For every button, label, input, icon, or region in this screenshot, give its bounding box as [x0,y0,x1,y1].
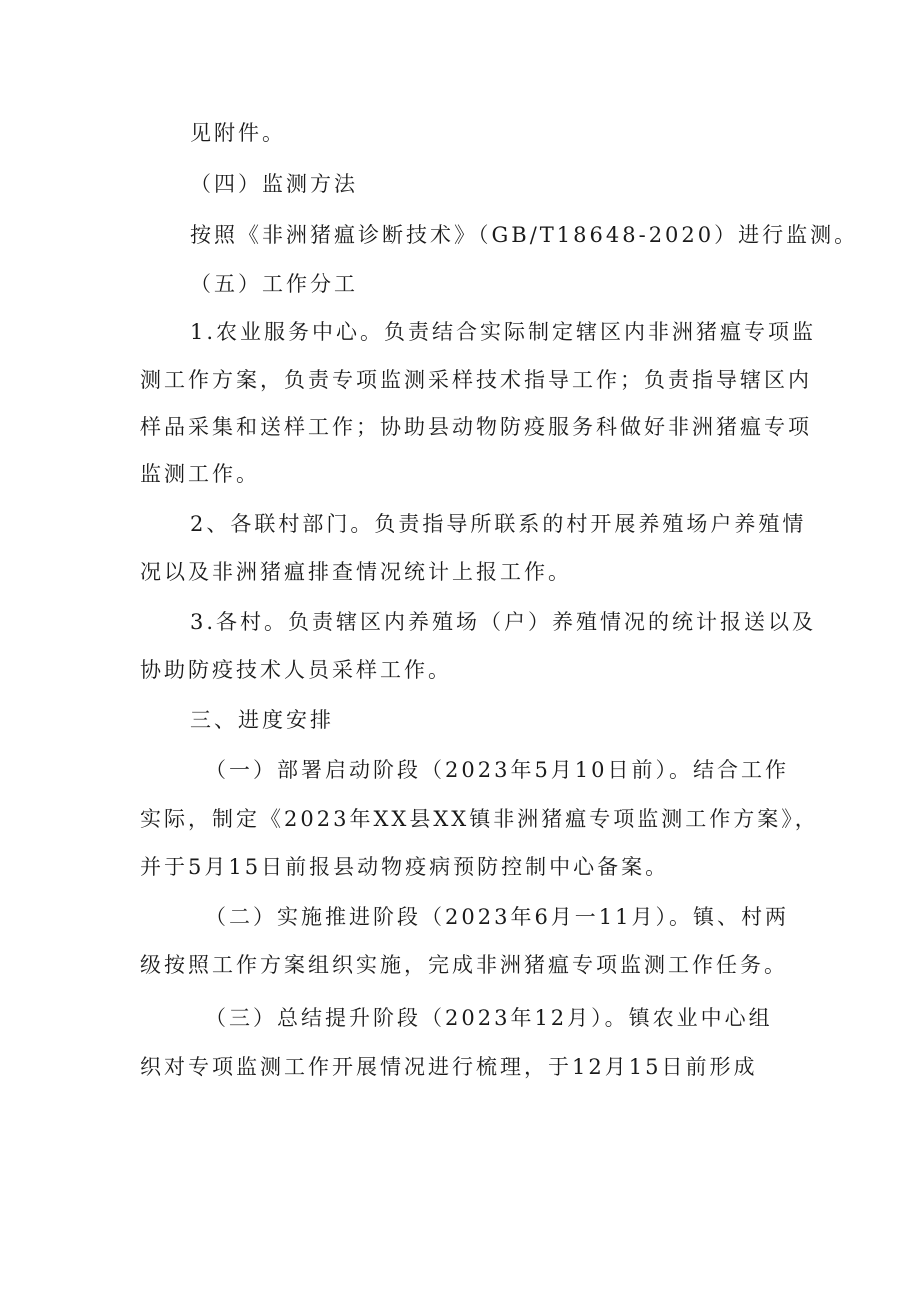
phase-2-line-2: 级按照工作方案组织实施，完成非洲猪瘟专项监测工作任务。 [140,953,788,977]
paragraph-monitoring-method: 按照《非洲猪瘟诊断技术》（GB/T18648-2020）进行监测。 [190,223,859,247]
item-2-line-2: 况以及非洲猪瘟排查情况统计上报工作。 [140,560,572,584]
phase-2-line-1: （二）实施推进阶段（2023年6月一11月）。镇、村两 [205,905,790,929]
heading-schedule: 三、进度安排 [190,708,334,732]
phase-1-line-2: 实际，制定《2023年XX县XX镇非洲猪瘟专项监测工作方案》， [140,807,819,831]
item-3-line-1: 3.各村。负责辖区内养殖场（户）养殖情况的统计报送以及 [190,610,817,634]
heading-monitoring-method: （四）监测方法 [190,172,358,196]
item-1-line-1: 1.农业服务中心。负责结合实际制定辖区内非洲猪瘟专项监 [190,320,817,344]
phase-3-line-1: （三）总结提升阶段（2023年12月）。镇农业中心组 [205,1006,773,1030]
heading-division-of-work: （五）工作分工 [190,272,358,296]
item-3-line-2: 协助防疫技术人员采样工作。 [140,658,452,682]
item-1-line-4: 监测工作。 [140,462,260,486]
item-1-line-2: 测工作方案，负责专项监测采样技术指导工作；负责指导辖区内 [140,368,812,392]
item-2-line-1: 2、各联村部门。负责指导所联系的村开展养殖场户养殖情 [190,512,807,536]
item-1-line-3: 样品采集和送样工作；协助县动物防疫服务科做好非洲猪瘟专项 [140,415,812,439]
line-attachment-note: 见附件。 [190,121,286,145]
phase-1-line-3: 并于5月15日前报县动物疫病预防控制中心备案。 [140,855,670,879]
phase-3-line-2: 织对专项监测工作开展情况进行梳理，于12月15日前形成 [140,1055,758,1079]
phase-1-line-1: （一）部署启动阶段（2023年5月10日前）。结合工作 [205,758,790,782]
